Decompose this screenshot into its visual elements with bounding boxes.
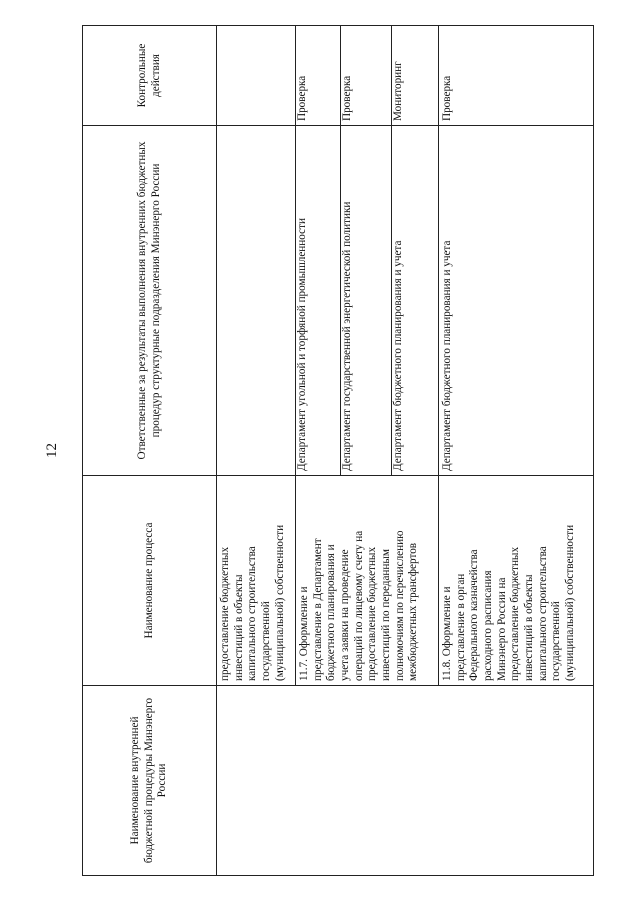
process-line: расходного расписания: [481, 570, 494, 681]
process-line: 11.7. Оформление и: [298, 586, 310, 681]
process-line: 11.8. Оформление и: [441, 586, 453, 681]
process-line: межбюджетных трансфертов: [407, 542, 420, 681]
procedure-cell: [217, 686, 594, 876]
process-line: капитального строительства: [246, 546, 259, 681]
control-monitoring: Мониторинг: [392, 61, 404, 121]
process-line: инвестиций в объекты: [522, 574, 535, 681]
control-cell: [296, 26, 439, 126]
responsible-budget-dept: Департамент бюджетного планирования и учета: [392, 240, 404, 471]
process-line: полномочиям по перечислению: [393, 530, 406, 681]
control-cell: [217, 26, 296, 126]
process-line: представление в Департамент: [311, 538, 324, 681]
process-line: предоставление бюджетных: [219, 546, 231, 681]
process-line: государственной: [550, 601, 563, 681]
process-cell: [296, 476, 439, 686]
process-line: Федерального казначейства: [468, 549, 481, 681]
table-row: [217, 26, 296, 876]
process-line: государственной: [259, 601, 272, 681]
process-line: предоставление бюджетных: [366, 546, 379, 681]
process-line: предоставление бюджетных: [509, 546, 522, 681]
header-control: Контрольные действия: [83, 26, 217, 126]
process-line: операций по лицевому счету на: [352, 530, 365, 681]
responsible-coal-dept: Департамент угольной и торфяной промышленности: [296, 126, 341, 475]
procedures-table: [82, 25, 594, 876]
responsible-cell: [217, 126, 296, 476]
responsible-energy-policy-dept: Департамент государственной энергетической политики: [341, 126, 392, 475]
header-procedure: Наименование внутренней бюджетной процедуры Минэнерго России: [83, 686, 217, 876]
process-line: (муниципальной) собственности: [563, 524, 576, 681]
process-line: бюджетного планирования и: [325, 544, 338, 681]
process-line: инвестиций в объекты: [232, 574, 245, 681]
header-process: Наименование процесса: [83, 476, 217, 686]
table-header-row: [83, 26, 217, 876]
process-cell: [439, 476, 594, 686]
process-line: (муниципальной) собственности: [273, 524, 286, 681]
control-check: Проверка: [296, 26, 341, 125]
process-cell: [217, 476, 296, 686]
control-check: Проверка: [341, 26, 392, 125]
process-line: представление в орган: [454, 573, 467, 681]
control-cell: Проверка: [439, 26, 594, 126]
page-number: 12: [44, 443, 60, 458]
process-line: Минэнерго России на: [495, 577, 508, 681]
process-line: капитального строительства: [536, 546, 549, 681]
responsible-cell: Департамент бюджетного планирования и учета: [439, 126, 594, 476]
process-line: учета заявки на проведение: [338, 549, 351, 681]
header-responsible: Ответственные за результаты выполнения внутренних бюджетных процедур структурные подразделения Минэнерго России: [83, 126, 217, 476]
responsible-cell: [296, 126, 439, 476]
process-line: инвестиций по переданным: [379, 548, 392, 681]
